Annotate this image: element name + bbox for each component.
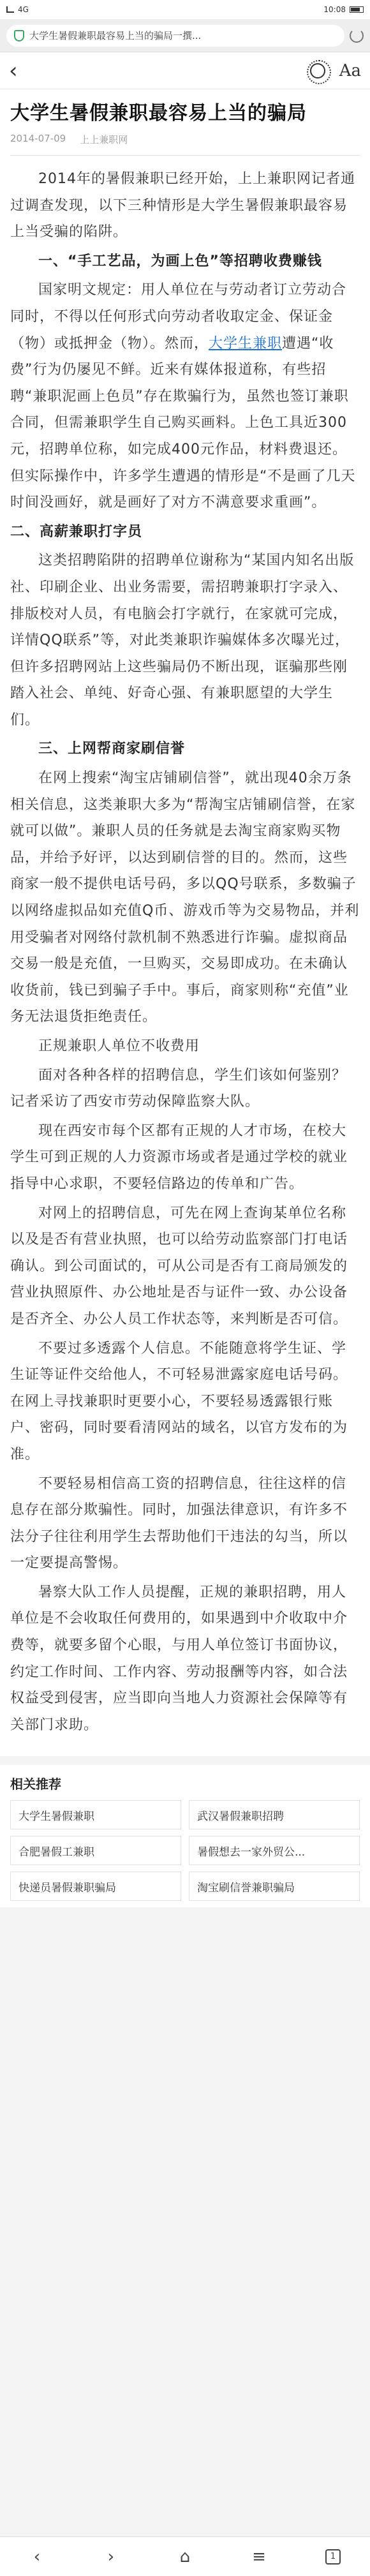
paragraph <box>10 166 360 246</box>
paragraph-text: 遭遇“收费”行为仍屡见不鲜。近来有媒体报道称，有些招聘“兼职泥画上色员”存在欺骗行为，虽然也签订兼职合同，但需兼职学生自己购买画料。上色工具近300元，招聘单位称，如完成400元作品，材料费退还。但实际操作中，许多学生遭遇的情形是“不是画了几天时间没画好，就是画好了对方不满意要求重画”。 <box>10 335 356 511</box>
paragraph-text: 二、高薪兼职打字员 <box>10 523 143 540</box>
paragraph-text: 三、上网帮商家刷信誉 <box>38 741 186 757</box>
clock: 10:08 <box>323 5 346 14</box>
paragraph-text: 国家明文规定：用人单位在与劳动者订立劳动合同时，不得以任何形式向劳动者收取定金、保证金（物）或抵押金（物）。然而， <box>10 282 347 352</box>
paragraph-text: 不要过多透露个人信息。不能随意将学生证、学生证等证件交给他人，不可轻易泄露家庭电话号码。在网上寻找兼职时更要小心，不要轻易透露银行账户、密码，同时要看清网站的域名，以官方发布的为准。 <box>10 1340 348 1463</box>
shield-icon <box>14 30 24 41</box>
related-link[interactable]: 合肥暑假工兼职 <box>10 1836 181 1865</box>
paragraph <box>10 1118 360 1198</box>
status-bar <box>0 0 370 19</box>
paragraph-text: 不要轻易相信高工资的招聘信息，往往这样的信息存在部分欺骗性。同时，加强法律意识，有许多不法分子往往利用学生去帮助他们干违法的勾当，所以一定要提高警惕。 <box>10 1475 348 1572</box>
brightness-icon[interactable] <box>310 63 325 78</box>
related-link[interactable]: 武汉暑假兼职招聘 <box>189 1800 360 1829</box>
signal-icon <box>6 6 14 13</box>
paragraph-text: 2014年的暑假兼职已经开始，上上兼职网记者通过调查发现，以下三种情形是大学生暑假兼职最容易上当受骗的陷阱。 <box>10 171 355 241</box>
tab-count: 1 <box>325 2549 341 2565</box>
related-link[interactable]: 暑假想去一家外贸公... <box>189 1836 360 1865</box>
section-heading <box>10 248 360 275</box>
status-left <box>6 5 29 14</box>
paragraph-text: 现在西安市每个区都有正规的人才市场，在校大学生可到正规的人力资源市场或者是通过学校的就业指导中心求职，不要轻信路边的传单和广告。 <box>10 1122 348 1192</box>
paragraph-text: 一、“手工艺品，为画上色”等招聘收费赚钱 <box>38 253 322 269</box>
section-heading <box>10 736 360 763</box>
address-text: 大学生暑假兼职最容易上当的骗局一撰... <box>29 30 202 41</box>
paragraph <box>10 1336 360 1468</box>
divider <box>10 155 360 156</box>
paragraph-text: 在网上搜索“淘宝店铺刷信誉”，就出现40余万条相关信息，这类兼职大多为“帮淘宝店铺刷信誉，在家就可以做”。兼职人员的任务就是去淘宝商家购买物品，并给予好评，以达到刷信誉的目的。然而，这些商家一般不提供电话号码，多以QQ号联系，多数骗子以网络虚拟品如充值Q币、游戏币等为交易物品，并利用受骗者对网络付款机制不熟悉进行诈骗。虚拟商品交易一般是充值，一旦购买，交易即成功。在未确认收货前，钱已到骗子手中。事后，商家则称“充值”业务无法退货拒绝责任。 <box>10 770 360 1025</box>
nav-forward-icon[interactable]: › <box>107 2547 115 2566</box>
nav-back-icon[interactable]: ‹ <box>33 2547 41 2566</box>
menu-icon[interactable]: ≡ <box>252 2547 266 2566</box>
paragraph-text: 对网上的招聘信息，可先在网上查询某单位名称以及是否有营业执照，也可以给劳动监察部门打电话确认。到公司面试的，可从公司是否有工商局颁发的营业执照原件、办公地址是否与证件一致、办公设备是否齐全、办公人员工作状态等，来判断是否可信。 <box>10 1205 348 1327</box>
paragraph <box>10 547 360 733</box>
network-label: 4G <box>18 5 29 14</box>
paragraph <box>10 277 360 516</box>
article-meta <box>10 133 360 146</box>
related-grid <box>10 1800 360 1901</box>
reload-icon[interactable] <box>350 29 364 43</box>
related-section <box>0 1765 370 1907</box>
paragraph-text: 面对各种各样的招聘信息，学生们该如何鉴别？记者采访了西安市劳动保障监察大队。 <box>10 1067 347 1110</box>
reader-toolbar <box>0 52 370 89</box>
paragraph-text: 这类招聘陷阱的招聘单位谢称为“某国内知名出版社、印刷企业、出业务需要，需招聘兼职打字录入、排版校对人员，有电脑会打字就行，在家就可完成，详情QQ联系”等，对此类兼职诈骗媒体多次曝光过，但许多招聘网站上这些骗局仍不断出现，诓骗那些刚踏入社会、单纯、好奇心强、有兼职愿望的大学生们。 <box>10 553 355 728</box>
home-icon[interactable]: ⌂ <box>179 2547 191 2566</box>
back-icon[interactable]: ‹ <box>9 57 18 84</box>
related-link[interactable]: 大学生暑假兼职 <box>10 1800 181 1829</box>
article-source: 上上兼职网 <box>80 134 128 145</box>
related-link[interactable]: 快递员暑假兼职骗局 <box>10 1872 181 1901</box>
paragraph <box>10 1200 360 1333</box>
article <box>0 89 370 1756</box>
tabs-button[interactable] <box>320 2544 346 2570</box>
bottom-nav <box>0 2536 370 2576</box>
reader-tools <box>310 61 361 80</box>
article-title: 大学生暑假兼职最容易上当的骗局 <box>10 102 307 124</box>
article-date: 2014-07-09 <box>10 133 66 144</box>
paragraph <box>10 1033 360 1060</box>
status-right <box>323 5 364 14</box>
address-field[interactable] <box>6 25 344 47</box>
paragraph-text: 暑察大队工作人员提醒，正规的兼职招聘，用人单位是不会收取任何费用的，如果遇到中介收取中介费等，就要多留个心眼，与用人单位签订书面协议，约定工作时间、工作内容、劳动报酬等内容，如合法权益受到侵害，应当即向当地人力资源社会保障等有关部门求助。 <box>10 1584 348 1733</box>
paragraph <box>10 1062 360 1115</box>
paragraph-text: 正规兼职人单位不收费用 <box>38 1038 200 1054</box>
paragraph <box>10 1579 360 1739</box>
inline-link[interactable]: 大学生兼职 <box>209 335 283 352</box>
battery-icon <box>350 6 364 13</box>
article-body <box>10 166 360 1738</box>
paragraph <box>10 765 360 1031</box>
url-bar <box>0 19 370 52</box>
paragraph <box>10 1471 360 1577</box>
section-heading <box>10 519 360 546</box>
font-size-button[interactable]: Aa <box>339 61 361 80</box>
related-title: 相关推荐 <box>10 1776 61 1792</box>
related-link[interactable]: 淘宝刷信誉兼职骗局 <box>189 1872 360 1901</box>
